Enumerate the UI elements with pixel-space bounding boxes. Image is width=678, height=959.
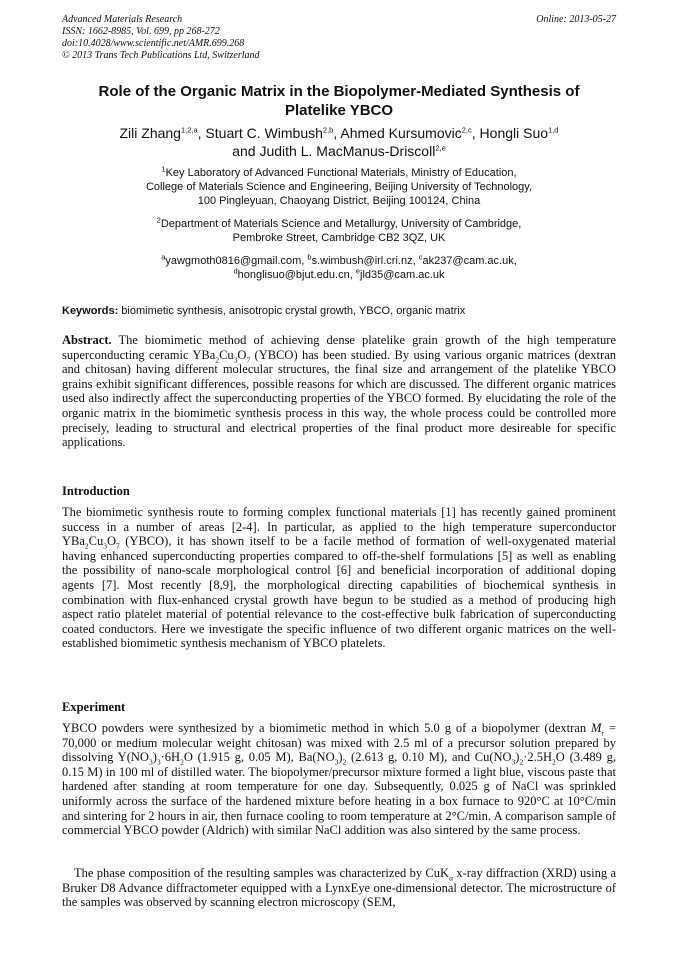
italic-symbol: M [591,721,602,735]
subscript: 7 [246,355,251,365]
affiliation-line: College of Materials Science and Engineering, Beijing University of Technology, [145,181,533,193]
subscript: 3 [511,757,516,767]
paper-title [62,82,616,120]
doi-line: doi:10.4028/www.scientific.net/AMR.699.268 [62,38,245,49]
subscript: 2 [342,757,347,767]
author-sup: 2,e [435,143,446,153]
body-text: (2.613 g, 0.10 M), and Cu(NO [346,750,512,765]
affiliation-sup: 2 [156,215,161,225]
subscript: 3 [148,757,153,767]
body-text: The biomimetic synthesis route to forming complex functional materials [1] has recently gained prominent success in a number of areas [2-4]. In particular, as applied to the high temperature superconductor YBa [62,505,616,549]
subscript: 3 [233,355,238,365]
abstract-text: The biomimetic method of achieving dense platelike grain growth of the high temperature superconducting ceramic YBa [62,333,616,362]
abstract-text: O [237,347,247,362]
author-name: , Ahmed Kursumovic [333,125,462,141]
copyright-line: © 2013 Trans Tech Publications Ltd, Switzerland [62,50,260,61]
subscript: r [601,728,604,738]
keywords-label: Keywords: [62,305,119,317]
author-sup: 1,2,a [180,125,198,135]
body-text: = 70,000 or medium molecular weight chitosan) was mixed with 2.5 ml of a precursor solution prepared by dissolving Y(NO [62,721,616,765]
email-sup: d [233,266,238,276]
running-header [62,14,260,62]
subscript: 2 [215,355,220,365]
email-sup: b [307,252,312,262]
email-list [62,254,616,282]
journal-name: Advanced Materials Research [62,14,183,25]
email-sup: c [418,252,423,262]
keywords-text: biomimetic synthesis, anisotropic crystal growth, YBCO, organic matrix [118,305,466,317]
abstract-text: (YBCO) has been studied. By using various organic matrices (dextran and chitosan) having different molecular structures, the final size and arrangement of the platelike YBCO grains exhibit significant differences, possible reasons for which are discussed. The different organic matrices used also indirectly affect the superconducting properties of the YBCO formed. By elucidating the role of the organic matrix in the biomimetic synthesis process in this way, the whole process could be controlled more precisely, leading to structural and electrical properties of the final product more desireable for specific applications. [62,347,616,450]
subscript: 3 [334,757,339,767]
body-text: ) [338,750,343,765]
section-heading-introduction: Introduction [62,484,130,498]
author-name: , Stuart C. Wimbush [197,125,323,141]
body-text: Cu [88,534,104,549]
body-text: YBCO powders were synthesized by a biomimetic method in which 5.0 g of a biopolymer (dextran [62,721,592,735]
abstract [62,333,616,450]
affiliation-line: Pembroke Street, Cambridge CB2 3QZ, UK [232,232,446,244]
introduction-paragraph [62,505,616,651]
subscript: 7 [116,541,120,551]
subscript: 2 [180,757,184,767]
affiliation-line: Key Laboratory of Advanced Functional Materials, Ministry of Education, [165,167,517,179]
title-line-2: Platelike YBCO [284,102,394,119]
experiment-paragraph-1 [62,721,616,838]
abstract-label: Abstract. [62,333,112,347]
issn-line: ISSN: 1662-8985, Vol. 699, pp 268-272 [62,26,220,37]
body-text: ·6H [160,750,181,765]
experiment-paragraph-2 [62,866,616,910]
affiliation-2 [62,217,616,245]
email-sup: e [355,266,360,276]
author-list [62,124,616,160]
title-line-1: Role of the Organic Matrix in the Biopolymer-Mediated Synthesis of [98,83,580,100]
body-text: ) [152,750,157,765]
email-address: jld35@cam.ac.uk [360,269,445,281]
author-sup: 1,d [548,125,559,135]
body-text: O (3.489 g, 0.15 M) in 100 ml of distilled water. The biopolymer/precursor mixture formed a light blue, viscous paste that hardened after standing at room temperature for one day. Subsequently, 0.025 g of NaCl was sprinkled uniformly across the surface of the hardened mixture before heating in a box furnace to 920°C at 10°C/min and sintering for 2 hours in air, then furnace cooling to room temperature at 2°C/min. A comparison sample of commercial YBCO powder (Aldrich) with similar NaCl addition was also sintered by the same process. [62,750,616,838]
email-address: honglisuo@bjut.edu.cn, [237,269,356,281]
body-text: ·2.5H [523,750,553,765]
body-text: O [107,534,117,549]
online-date: Online: 2013-05-27 [536,14,616,25]
body-text: (YBCO), it has shown itself to be a facile method of formation of well-oxygenated material having enhanced superconducting properties compared to off-the-shelf formulations [5] as well as enabling the possibility of nano-scale morphological control [6] and beneficial incorporation of additional doping agents [7]. Most recently [8,9], the morphological directing capabilities of biochemical synthesis in combination with flux-enhanced crystal growth have begun to be studied as a method of producing high aspect ratio platelet material of potential relevance to the cost-effective bulk fabrication of superconducting coated conductors. Here we investigate the specific influence of two different organic matrices on the well-established biomimetic synthesis mechanism of YBCO platelets. [62,534,616,651]
body-text: O (1.915 g, 0.05 M), Ba(NO [183,750,335,765]
body-text: x-ray diffraction (XRD) using a Bruker D8 Advance diffractometer equipped with a LynxEye one-dimensional detector. The microstructure of the samples was observed by scanning electron microscopy (SEM, [62,866,616,910]
subscript: α [449,873,453,883]
affiliation-line: 100 Pingleyuan, Chaoyang District, Beijing 100124, China [197,195,481,207]
email-address: s.wimbush@irl.cri.nz, [311,255,419,267]
subscript: 3 [156,757,161,767]
subscript: 2 [552,757,556,767]
email-address: yawgmoth0816@gmail.com, [165,255,308,267]
body-text: The phase composition of the resulting samples was characterized by CuK [74,866,450,880]
affiliation-1 [62,166,616,208]
subscript: 2 [519,757,524,767]
subscript: 3 [103,541,108,551]
author-name: , Hongli Suo [471,125,549,141]
email-sup: a [161,252,166,262]
email-address: ak237@cam.ac.uk, [422,255,517,267]
abstract-text: Cu [219,347,234,362]
section-heading-experiment: Experiment [62,700,126,714]
author-sup: 2,c [461,125,472,135]
author-sup: 2,b [322,125,334,135]
affiliation-sup: 1 [161,164,166,174]
body-text: ) [515,750,520,765]
keywords [62,304,616,318]
affiliation-line: Department of Materials Science and Metallurgy, University of Cambridge, [160,218,522,230]
author-name: Zili Zhang [119,125,181,141]
author-name: and Judith L. MacManus-Driscoll [232,143,436,159]
subscript: 2 [84,541,89,551]
